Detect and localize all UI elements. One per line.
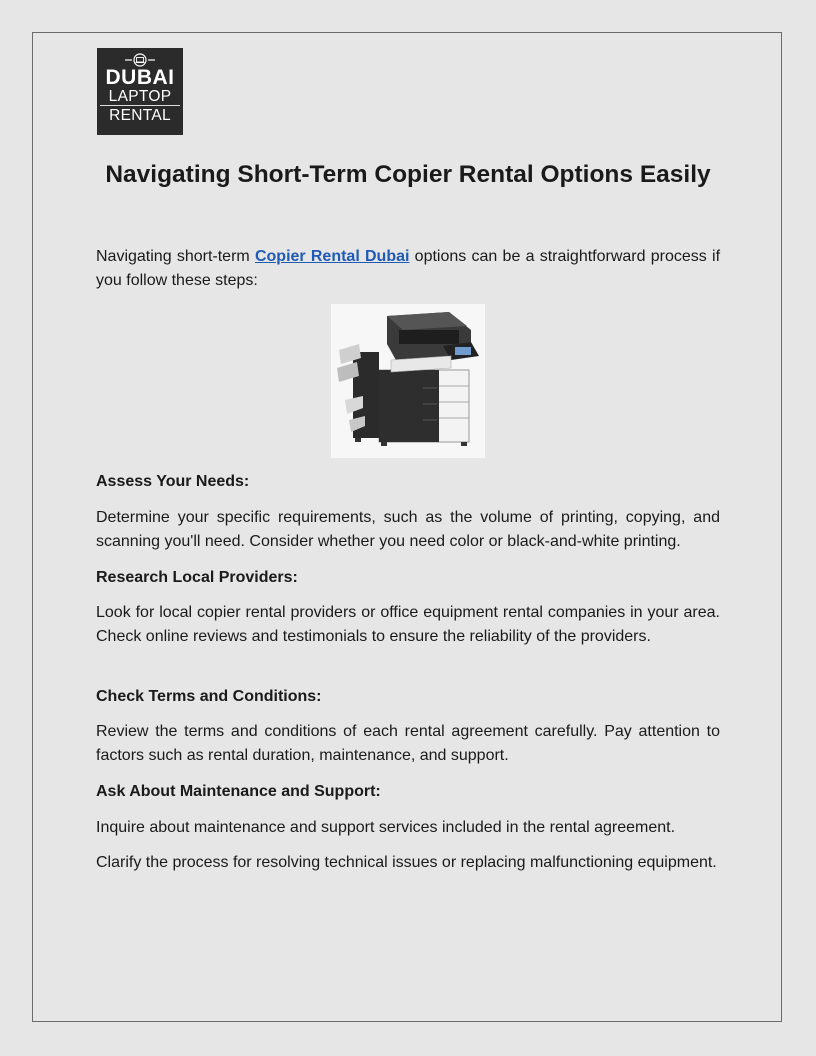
section-paragraph: Look for local copier rental providers or office equipment rental companies in your area. Check online reviews and testimonials to ensure the reliability of the providers. bbox=[96, 604, 720, 645]
section-assess-needs bbox=[96, 470, 720, 494]
section-check-terms-body bbox=[96, 720, 720, 768]
logo-text-laptop: LAPTOP bbox=[108, 88, 172, 105]
logo-text-rental: RENTAL bbox=[100, 105, 180, 124]
intro-text-before: Navigating short-term bbox=[96, 248, 255, 265]
laptop-logo-icon bbox=[125, 53, 155, 67]
section-heading: Ask About Maintenance and Support: bbox=[96, 783, 381, 800]
logo-text-dubai: DUBAI bbox=[105, 66, 175, 89]
section-research-providers bbox=[96, 566, 720, 590]
copier-image bbox=[331, 304, 485, 458]
section-maintenance-support bbox=[96, 780, 720, 804]
section-check-terms bbox=[96, 685, 720, 709]
section-research-providers-body bbox=[96, 601, 720, 649]
section-paragraph: Review the terms and conditions of each rental agreement carefully. Pay attention to factors such as rental duration, maintenance, and support. bbox=[96, 723, 720, 764]
section-heading: Assess Your Needs: bbox=[96, 473, 250, 490]
section-maintenance-support-body-1 bbox=[96, 816, 720, 840]
copier-illustration bbox=[331, 304, 485, 458]
section-paragraph: Inquire about maintenance and support services included in the rental agreement. bbox=[96, 819, 676, 836]
section-paragraph: Determine your specific requirements, such as the volume of printing, copying, and scanning you'll need. Consider whether you need color or black-and-white printing. bbox=[96, 509, 720, 550]
section-heading: Research Local Providers: bbox=[96, 569, 298, 586]
copier-rental-dubai-link[interactable]: Copier Rental Dubai bbox=[254, 248, 410, 265]
intro-paragraph bbox=[96, 245, 720, 293]
brand-logo[interactable] bbox=[97, 48, 183, 135]
intro-text-after: options can be a straightforward process if you follow these steps: bbox=[96, 248, 721, 289]
section-assess-needs-body bbox=[96, 506, 720, 554]
page-title: Navigating Short-Term Copier Rental Options Easily bbox=[105, 161, 711, 188]
intro-text bbox=[96, 245, 720, 293]
section-paragraph: Clarify the process for resolving technical issues or replacing malfunctioning equipment. bbox=[96, 854, 717, 871]
section-maintenance-support-body-2 bbox=[96, 851, 720, 875]
section-heading: Check Terms and Conditions: bbox=[96, 688, 322, 705]
